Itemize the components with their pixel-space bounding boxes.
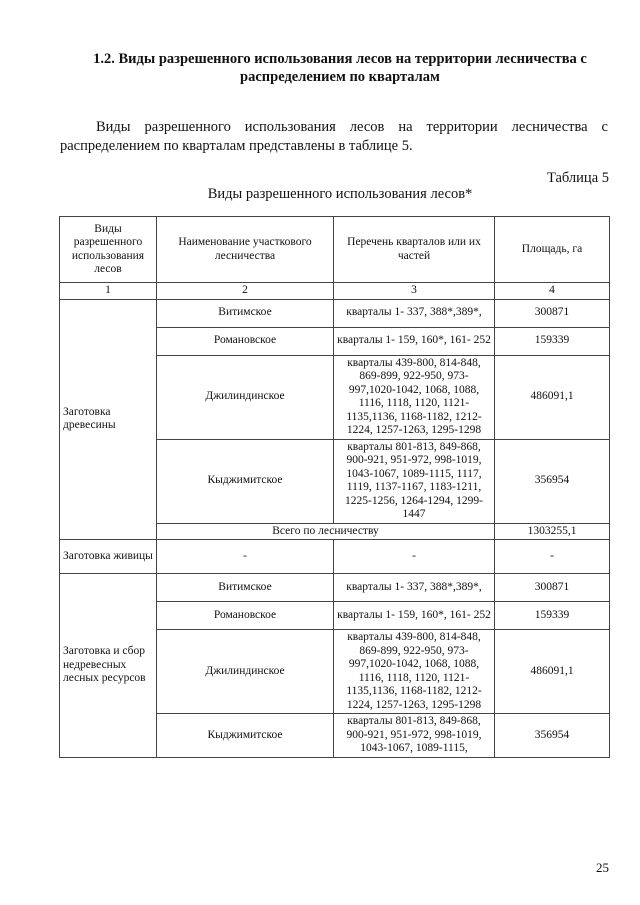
quarters-cell: кварталы 1- 337, 388*,389*,: [334, 299, 495, 327]
forestry-cell: -: [157, 540, 334, 574]
forestry-cell: Романовское: [157, 602, 334, 630]
intro-paragraph: Виды разрешенного использования лесов на территории лесничества с распределением по кварталам представлены в таблице 5.: [60, 119, 608, 154]
quarters-cell: -: [334, 540, 495, 574]
area-cell: 300871: [495, 574, 610, 602]
header-cell: Перечень кварталов или их частей: [334, 217, 495, 283]
header-row: [60, 217, 610, 283]
area-cell: 486091,1: [495, 630, 610, 714]
activity-cell: Заготовка живицы: [60, 540, 157, 574]
column-number: 4: [495, 283, 610, 300]
area-cell: 356954: [495, 714, 610, 758]
quarters-cell: кварталы 801-813, 849-868, 900-921, 951-972, 998-1019, 1043-1067, 1089-1115,: [334, 714, 495, 758]
forestry-cell: Витимское: [157, 299, 334, 327]
column-number: 2: [157, 283, 334, 300]
area-cell: 159339: [495, 602, 610, 630]
area-cell: -: [495, 540, 610, 574]
area-cell: 486091,1: [495, 355, 610, 439]
quarters-cell: кварталы 1- 159, 160*, 161- 252: [334, 602, 495, 630]
permitted-use-table: [59, 216, 610, 758]
table-row: [60, 540, 610, 574]
header-cell: Площадь, га: [495, 217, 610, 283]
header-cell: Виды разрешенного использования лесов: [60, 217, 157, 283]
column-number-row: [60, 283, 610, 300]
page-number: 25: [596, 860, 609, 875]
table-title: Виды разрешенного использования лесов*: [207, 186, 473, 202]
area-cell: 300871: [495, 299, 610, 327]
quarters-cell: кварталы 1- 159, 160*, 161- 252: [334, 327, 495, 355]
area-cell: 356954: [495, 439, 610, 523]
area-cell: 159339: [495, 327, 610, 355]
activity-cell: Заготовка древесины: [60, 299, 157, 540]
column-number: 1: [60, 283, 157, 300]
column-number: 3: [334, 283, 495, 300]
total-label: Всего по лесничеству: [157, 523, 495, 540]
quarters-cell: кварталы 439-800, 814-848, 869-899, 922-950, 973-997,1020-1042, 1068, 1088, 1116, 1118, 1120, 1121-1135,1136, 1168-1182, 1212-1224, 1257-1263, 1295-1298: [334, 355, 495, 439]
section-heading: 1.2. Виды разрешенного использования лесов на территории лесничества с распределением по кварталам: [93, 51, 587, 85]
activity-cell: Заготовка и сбор недревесных лесных ресурсов: [60, 574, 157, 758]
total-value: 1303255,1: [495, 523, 610, 540]
forestry-cell: Джилиндинское: [157, 630, 334, 714]
table-row: [60, 574, 610, 602]
header-cell: Наименование участкового лесничества: [157, 217, 334, 283]
quarters-cell: кварталы 439-800, 814-848, 869-899, 922-950, 973-997,1020-1042, 1068, 1088, 1116, 1118, 1120, 1121-1135,1136, 1168-1182, 1212-1224, 1257-1263, 1295-1298: [334, 630, 495, 714]
forestry-cell: Кыджимитское: [157, 439, 334, 523]
forestry-cell: Витимское: [157, 574, 334, 602]
forestry-cell: Романовское: [157, 327, 334, 355]
quarters-cell: кварталы 801-813, 849-868, 900-921, 951-972, 998-1019, 1043-1067, 1089-1115, 1117, 1119, 1137-1167, 1183-1211, 1225-1256, 1264-1294, 1299-1447: [334, 439, 495, 523]
forestry-cell: Кыджимитское: [157, 714, 334, 758]
table-number: Таблица 5: [546, 170, 609, 186]
forestry-cell: Джилиндинское: [157, 355, 334, 439]
quarters-cell: кварталы 1- 337, 388*,389*,: [334, 574, 495, 602]
table-row: [60, 299, 610, 327]
